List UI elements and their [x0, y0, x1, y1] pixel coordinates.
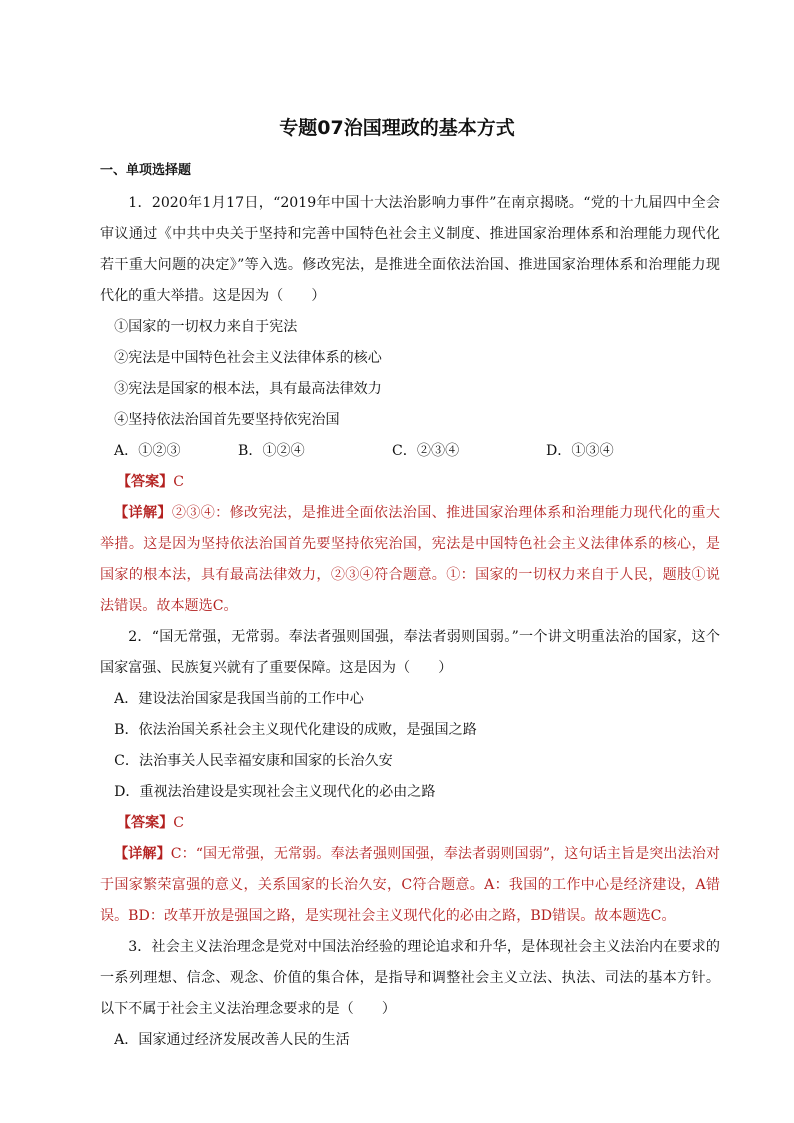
section-heading: 一、单项选择题 — [100, 163, 192, 178]
explanation-text: ②③④：修改宪法，是推进全面依法治国、推进国家治理体系和治理能力现代化的重大举措。这是因为坚持依法治国首先要坚持依宪治国，宪法是中国特色社会主义法律体系的核心，是国家的根本法，具有最高法律效力，②③④符合题意。①：国家的一切权力来自于人民，题肢①说法错误。故本题选C。 — [100, 505, 721, 614]
explanation-label: 【详解】 — [114, 505, 172, 521]
option-d: D．重视法治建设是实现社会主义现代化的必由之路 — [114, 784, 436, 800]
statement-item: ④坚持依法治国首先要坚持依宪治国 — [114, 412, 340, 428]
option-d: D．①③④ — [546, 443, 614, 459]
option-c: C．②③④ — [392, 443, 460, 459]
statement-item: ①国家的一切权力来自于宪法 — [114, 319, 298, 335]
answer-line — [100, 467, 720, 498]
option-c: C．法治事关人民幸福安康和国家的长治久安 — [114, 753, 393, 769]
question-list — [100, 188, 720, 1056]
question-stem: 1．2020年1月17日，“2019年中国十大法治影响力事件”在南京揭晓。“党的十九届四中全会审议通过《中共中央关于坚持和完善中国特色社会主义制度、推进国家治理体系和治理能力现代化若干重大问题的决定》”等入选。修改宪法，是推进全面依法治国、推进国家治理体系和治理能力现代化的重大举措。这是因为（ ） — [100, 195, 720, 304]
answer-label: 【答案】 — [116, 474, 174, 490]
explanation-label: 【详解】 — [114, 846, 171, 862]
option-a: A．国家通过经济发展改善人民的生活 — [114, 1032, 350, 1048]
question-3 — [100, 932, 720, 1056]
option-a: A．①②③ — [114, 443, 181, 459]
answer-line — [100, 808, 720, 839]
answer-label: 【答案】 — [116, 815, 174, 831]
answer-value: C — [173, 815, 185, 831]
question-1 — [100, 188, 720, 622]
question-2 — [100, 622, 720, 932]
answer-value: C — [173, 474, 185, 490]
statement-item: ③宪法是国家的根本法，具有最高法律效力 — [114, 381, 382, 397]
question-stem: 2．“国无常强，无常弱。奉法者强则国强，奉法者弱则国弱。”一个讲文明重法治的国家，这个国家富强、民族复兴就有了重要保障。这是因为（ ） — [100, 629, 720, 676]
explanation — [100, 498, 720, 622]
option-b: B．依法治国关系社会主义现代化建设的成败，是强国之路 — [114, 722, 477, 738]
question-stem: 3．社会主义法治理念是党对中国法治经验的理论追求和升华，是体现社会主义法治内在要求的一系列理想、信念、观念、价值的集合体，是指导和调整社会主义立法、执法、司法的基本方针。以下不属于社会主义法治理念要求的是（ ） — [100, 939, 720, 1017]
explanation-text: C：“国无常强，无常弱。奉法者强则国强，奉法者弱则国弱”，这句话主旨是突出法治对于国家繁荣富强的意义，关系国家的长治久安，C符合题意。A：我国的工作中心是经济建设，A错误。BD：改革开放是强国之路，是实现社会主义现代化的必由之路，BD错误。故本题选C。 — [100, 846, 720, 924]
option-a: A．建设法治国家是我国当前的工作中心 — [114, 691, 364, 707]
option-b: B．①②④ — [238, 443, 305, 459]
document-title: 专题07治国理政的基本方式 — [279, 117, 515, 139]
explanation — [100, 839, 720, 932]
option-row — [100, 436, 720, 467]
statement-item: ②宪法是中国特色社会主义法律体系的核心 — [114, 350, 382, 366]
